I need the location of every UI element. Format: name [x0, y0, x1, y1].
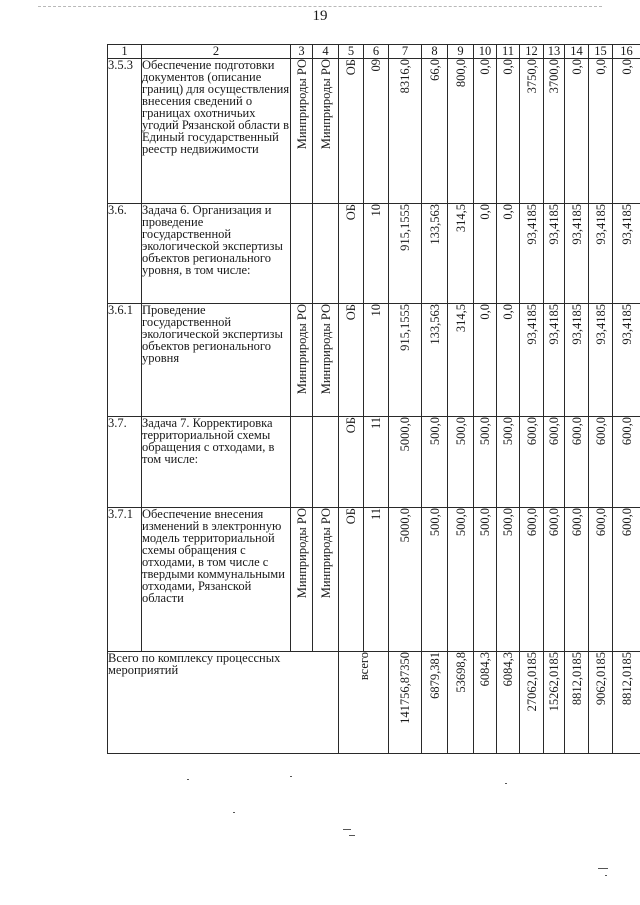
value-cell-text: 93,4185	[524, 304, 539, 345]
value-cell-text: 915,1555	[398, 204, 412, 251]
header-row	[108, 45, 640, 59]
value-cell-wrap	[497, 204, 519, 220]
total-value-cell	[520, 652, 544, 754]
value-cell	[544, 204, 565, 304]
value-cell-wrap	[448, 508, 473, 536]
value-cell-text: 66,0	[427, 59, 442, 81]
value-cell-wrap	[389, 304, 421, 351]
value-cell	[520, 508, 544, 652]
code-cell	[364, 304, 389, 417]
budget-source-cell-text: ОБ	[344, 417, 358, 434]
row-description: Задача 6. Организация и проведение государственной экологической экспертизы объектов регионального уровня, в том числе:	[142, 204, 291, 304]
value-cell-text: 0,0	[501, 59, 515, 75]
row-description: Обеспечение подготовки документов (описание границ) для осуществления внесения сведений о границах охотничьих угодий Рязанской области в Единый государственный реестр недвижимости	[142, 59, 291, 204]
total-value-cell-text: 6084,3	[501, 652, 515, 687]
value-cell-wrap	[520, 304, 543, 345]
value-cell	[589, 204, 613, 304]
value-cell	[589, 59, 613, 204]
total-source-cell-wrap	[339, 652, 388, 680]
value-cell-wrap	[520, 508, 543, 536]
header-cell: 6	[364, 45, 389, 59]
value-cell-wrap	[589, 204, 612, 245]
value-cell-wrap	[497, 508, 519, 536]
value-cell-text: 600,0	[547, 508, 561, 537]
value-cell-wrap	[589, 417, 612, 445]
executor-cell	[291, 59, 313, 204]
budget-source-cell-wrap	[339, 59, 363, 75]
value-cell-text: 500,0	[427, 508, 442, 537]
value-cell-text: 314,5	[453, 304, 468, 333]
value-cell	[565, 204, 589, 304]
value-cell	[474, 204, 497, 304]
budget-source-cell-text: ОБ	[344, 304, 358, 321]
row-number: 3.7.1	[108, 508, 142, 652]
value-cell-wrap	[422, 417, 447, 445]
value-cell-text: 600,0	[524, 508, 539, 537]
header-cell: 3	[291, 45, 313, 59]
value-cell	[389, 304, 422, 417]
value-cell	[422, 508, 448, 652]
value-cell	[497, 59, 520, 204]
header-cell: 15	[589, 45, 613, 59]
value-cell	[448, 204, 474, 304]
value-cell	[520, 204, 544, 304]
coexecutor-cell-wrap	[313, 59, 338, 149]
code-cell-text: 11	[369, 508, 383, 521]
budget-source-cell-wrap	[339, 417, 363, 433]
value-cell-text: 500,0	[453, 508, 468, 537]
value-cell-text: 93,4185	[569, 204, 584, 245]
header-cell: 16	[613, 45, 640, 59]
value-cell-text: 93,4185	[547, 204, 561, 245]
scan-speck	[187, 779, 189, 780]
value-cell-wrap	[497, 59, 519, 75]
value-cell-text: 0,0	[593, 59, 608, 75]
value-cell-text: 3750,0	[524, 59, 539, 94]
value-cell-text: 915,1555	[398, 304, 412, 351]
value-cell	[497, 417, 520, 508]
total-value-cell-wrap	[497, 652, 519, 686]
value-cell-wrap	[544, 59, 564, 93]
value-cell-text: 314,5	[453, 204, 468, 233]
value-cell-text: 500,0	[478, 417, 492, 446]
executor-cell-wrap	[291, 59, 312, 149]
executor-cell	[291, 417, 313, 508]
header-cell: 8	[422, 45, 448, 59]
value-cell	[474, 59, 497, 204]
value-cell	[520, 304, 544, 417]
value-cell	[544, 417, 565, 508]
budget-source-cell-wrap	[339, 508, 363, 524]
scan-speck	[343, 829, 351, 830]
total-value-cell-wrap	[565, 652, 588, 705]
code-cell-text: 09	[369, 59, 383, 72]
value-cell-wrap	[613, 417, 640, 445]
value-cell-text: 3700,0	[547, 59, 561, 94]
code-cell	[364, 417, 389, 508]
value-cell-wrap	[474, 204, 496, 220]
value-cell	[565, 304, 589, 417]
value-cell-wrap	[422, 304, 447, 345]
value-cell	[422, 304, 448, 417]
value-cell-text: 600,0	[547, 417, 561, 446]
total-value-cell	[544, 652, 565, 754]
total-value-cell-text: 8812,0185	[619, 652, 634, 706]
total-value-cell	[589, 652, 613, 754]
value-cell-text: 93,4185	[593, 304, 608, 345]
value-cell	[565, 59, 589, 204]
program-table	[107, 44, 640, 754]
value-cell-text: 133,563	[427, 304, 442, 345]
value-cell	[520, 59, 544, 204]
value-cell	[389, 59, 422, 204]
header-cell: 4	[313, 45, 339, 59]
value-cell-wrap	[422, 508, 447, 536]
value-cell-wrap	[565, 304, 588, 345]
value-cell-text: 0,0	[478, 304, 492, 320]
page-top-border	[38, 6, 602, 7]
code-cell	[364, 59, 389, 204]
header-cell: 9	[448, 45, 474, 59]
scan-speck	[605, 875, 607, 876]
value-cell-wrap	[613, 204, 640, 245]
value-cell	[448, 417, 474, 508]
value-cell-text: 93,4185	[619, 304, 634, 345]
value-cell	[422, 59, 448, 204]
value-cell-wrap	[474, 304, 496, 320]
value-cell-text: 800,0	[453, 59, 468, 88]
value-cell-text: 0,0	[619, 59, 634, 75]
code-cell-wrap	[364, 304, 388, 317]
row-number: 3.6.1	[108, 304, 142, 417]
value-cell	[497, 304, 520, 417]
row-number: 3.6.	[108, 204, 142, 304]
scan-speck	[505, 783, 507, 784]
scan-speck	[598, 868, 608, 869]
value-cell-text: 5000,0	[398, 417, 412, 452]
total-value-cell-text: 8812,0185	[569, 652, 584, 706]
value-cell-wrap	[520, 417, 543, 445]
value-cell-wrap	[448, 59, 473, 87]
value-cell-text: 93,4185	[619, 204, 634, 245]
header-cell: 7	[389, 45, 422, 59]
code-cell-wrap	[364, 508, 388, 520]
executor-cell	[291, 304, 313, 417]
table-row	[108, 417, 640, 508]
total-value-cell	[422, 652, 448, 754]
value-cell	[613, 508, 640, 652]
coexecutor-cell	[313, 417, 339, 508]
value-cell-text: 0,0	[478, 59, 492, 75]
code-cell-text: 10	[369, 204, 383, 217]
value-cell	[497, 204, 520, 304]
value-cell-wrap	[613, 59, 640, 75]
total-value-cell-text: 53698,8	[453, 652, 468, 693]
value-cell-text: 600,0	[619, 417, 634, 446]
value-cell	[613, 59, 640, 204]
coexecutor-cell	[313, 204, 339, 304]
value-cell-wrap	[613, 508, 640, 536]
executor-cell-text: Минприроды РО	[294, 59, 309, 150]
value-cell-wrap	[544, 417, 564, 445]
table-body	[108, 45, 640, 754]
value-cell-text: 8316,0	[398, 59, 412, 94]
executor-cell-text: Минприроды РО	[294, 304, 309, 395]
value-cell-wrap	[422, 204, 447, 245]
table-row	[108, 59, 640, 204]
value-cell	[422, 204, 448, 304]
total-value-cell	[389, 652, 422, 754]
total-value-cell-wrap	[448, 652, 473, 693]
value-cell-text: 600,0	[593, 508, 608, 537]
budget-source-cell	[339, 417, 364, 508]
value-cell-wrap	[497, 417, 519, 445]
total-value-cell-wrap	[474, 652, 496, 686]
code-cell-text: 11	[369, 417, 383, 430]
value-cell	[544, 508, 565, 652]
total-source-cell	[339, 652, 389, 754]
budget-source-cell	[339, 59, 364, 204]
executor-cell-wrap	[291, 304, 312, 394]
value-cell	[389, 508, 422, 652]
scan-speck	[349, 835, 355, 836]
table-row	[108, 508, 640, 652]
executor-cell-wrap	[291, 508, 312, 598]
total-value-cell-text: 27062,0185	[524, 652, 539, 712]
value-cell-wrap	[448, 304, 473, 332]
table-row	[108, 304, 640, 417]
header-cell: 11	[497, 45, 520, 59]
value-cell	[389, 417, 422, 508]
value-cell-wrap	[565, 508, 588, 536]
code-cell-wrap	[364, 417, 388, 429]
value-cell-wrap	[448, 204, 473, 232]
row-description: Задача 7. Корректировка территориальной схемы обращения с отходами, в том числе:	[142, 417, 291, 508]
value-cell-text: 0,0	[501, 204, 515, 220]
value-cell-wrap	[520, 204, 543, 245]
value-cell-text: 133,563	[427, 204, 442, 245]
value-cell-wrap	[565, 417, 588, 445]
value-cell-text: 0,0	[569, 59, 584, 75]
value-cell-wrap	[544, 304, 564, 345]
value-cell-wrap	[589, 59, 612, 75]
value-cell	[474, 508, 497, 652]
value-cell	[448, 304, 474, 417]
value-cell-text: 600,0	[593, 417, 608, 446]
coexecutor-cell-text: Минприроды РО	[318, 508, 333, 599]
total-value-cell-text: 15262,0185	[547, 652, 561, 712]
table-row	[108, 204, 640, 304]
coexecutor-cell-wrap	[313, 508, 338, 598]
total-value-cell-wrap	[520, 652, 543, 711]
budget-source-cell	[339, 508, 364, 652]
value-cell	[589, 508, 613, 652]
total-value-cell	[448, 652, 474, 754]
value-cell	[520, 417, 544, 508]
value-cell-wrap	[389, 417, 421, 451]
value-cell-wrap	[565, 204, 588, 245]
code-cell-wrap	[364, 59, 388, 72]
value-cell	[613, 417, 640, 508]
total-value-cell	[497, 652, 520, 754]
budget-source-cell-wrap	[339, 304, 363, 320]
code-cell	[364, 204, 389, 304]
value-cell	[448, 59, 474, 204]
total-value-cell-wrap	[422, 652, 447, 699]
total-value-cell-text: 9062,0185	[593, 652, 608, 706]
page-number: 19	[312, 8, 328, 24]
value-cell-text: 93,4185	[569, 304, 584, 345]
budget-source-cell	[339, 204, 364, 304]
total-value-cell-wrap	[544, 652, 564, 711]
executor-cell-text: Минприроды РО	[294, 508, 309, 599]
coexecutor-cell-wrap	[313, 304, 338, 394]
value-cell-wrap	[474, 417, 496, 445]
value-cell-wrap	[544, 204, 564, 245]
value-cell	[422, 417, 448, 508]
budget-source-cell-text: ОБ	[344, 204, 358, 221]
total-value-cell-text: 141756,87350	[398, 652, 412, 724]
value-cell-text: 500,0	[501, 417, 515, 446]
value-cell-text: 0,0	[501, 304, 515, 320]
value-cell-wrap	[589, 304, 612, 345]
value-cell	[448, 508, 474, 652]
value-cell-text: 500,0	[478, 508, 492, 537]
total-label: Всего по комплексу процессных мероприятий	[108, 652, 339, 754]
value-cell	[565, 508, 589, 652]
value-cell	[474, 417, 497, 508]
value-cell-wrap	[565, 59, 588, 75]
total-source-cell-text: всего	[356, 652, 371, 681]
value-cell	[544, 304, 565, 417]
total-value-cell-text: 6084,3	[478, 652, 492, 687]
total-value-cell	[613, 652, 640, 754]
executor-cell	[291, 204, 313, 304]
value-cell-wrap	[422, 59, 447, 81]
budget-source-cell-text: ОБ	[344, 59, 358, 76]
total-value-cell	[565, 652, 589, 754]
total-value-cell-wrap	[589, 652, 612, 705]
header-cell: 14	[565, 45, 589, 59]
value-cell-text: 500,0	[453, 417, 468, 446]
coexecutor-cell	[313, 59, 339, 204]
value-cell	[544, 59, 565, 204]
value-cell-wrap	[389, 59, 421, 93]
value-cell	[474, 304, 497, 417]
scan-speck	[290, 776, 292, 777]
value-cell-wrap	[474, 508, 496, 536]
value-cell-text: 600,0	[569, 508, 584, 537]
value-cell	[613, 304, 640, 417]
value-cell	[565, 417, 589, 508]
header-cell: 1	[108, 45, 142, 59]
value-cell-text: 500,0	[501, 508, 515, 537]
executor-cell	[291, 508, 313, 652]
value-cell-wrap	[389, 204, 421, 251]
value-cell-wrap	[474, 59, 496, 75]
row-description: Обеспечение внесения изменений в электронную модель территориальной схемы обращения с отходами, в том числе с твердыми коммунальными отходами, Рязанской области	[142, 508, 291, 652]
coexecutor-cell-text: Минприроды РО	[318, 59, 333, 150]
value-cell-text: 5000,0	[398, 508, 412, 543]
budget-source-cell-wrap	[339, 204, 363, 220]
header-cell: 2	[142, 45, 291, 59]
value-cell-text: 600,0	[569, 417, 584, 446]
coexecutor-cell	[313, 508, 339, 652]
value-cell-text: 93,4185	[547, 304, 561, 345]
value-cell-text: 600,0	[619, 508, 634, 537]
value-cell-text: 93,4185	[524, 204, 539, 245]
value-cell-wrap	[544, 508, 564, 536]
value-cell-text: 0,0	[478, 204, 492, 220]
row-number: 3.7.	[108, 417, 142, 508]
coexecutor-cell	[313, 304, 339, 417]
row-description: Проведение государственной экологической экспертизы объектов регионального уровня	[142, 304, 291, 417]
total-value-cell	[474, 652, 497, 754]
code-cell-text: 10	[369, 304, 383, 317]
budget-source-cell-text: ОБ	[344, 508, 358, 525]
value-cell-text: 500,0	[427, 417, 442, 446]
code-cell-wrap	[364, 204, 388, 217]
value-cell-wrap	[613, 304, 640, 345]
value-cell-wrap	[589, 508, 612, 536]
value-cell-text: 600,0	[524, 417, 539, 446]
value-cell	[589, 417, 613, 508]
value-cell-wrap	[389, 508, 421, 542]
total-value-cell-text: 6879,381	[427, 652, 442, 699]
value-cell-wrap	[497, 304, 519, 320]
value-cell	[613, 204, 640, 304]
value-cell	[497, 508, 520, 652]
header-cell: 5	[339, 45, 364, 59]
total-row	[108, 652, 640, 754]
row-number: 3.5.3	[108, 59, 142, 204]
value-cell	[389, 204, 422, 304]
coexecutor-cell-text: Минприроды РО	[318, 304, 333, 395]
header-cell: 12	[520, 45, 544, 59]
value-cell	[589, 304, 613, 417]
value-cell-text: 93,4185	[593, 204, 608, 245]
code-cell	[364, 508, 389, 652]
value-cell-wrap	[520, 59, 543, 93]
total-value-cell-wrap	[389, 652, 421, 724]
value-cell-wrap	[448, 417, 473, 445]
header-cell: 10	[474, 45, 497, 59]
scan-speck	[233, 812, 235, 813]
header-cell: 13	[544, 45, 565, 59]
total-value-cell-wrap	[613, 652, 640, 705]
budget-source-cell	[339, 304, 364, 417]
